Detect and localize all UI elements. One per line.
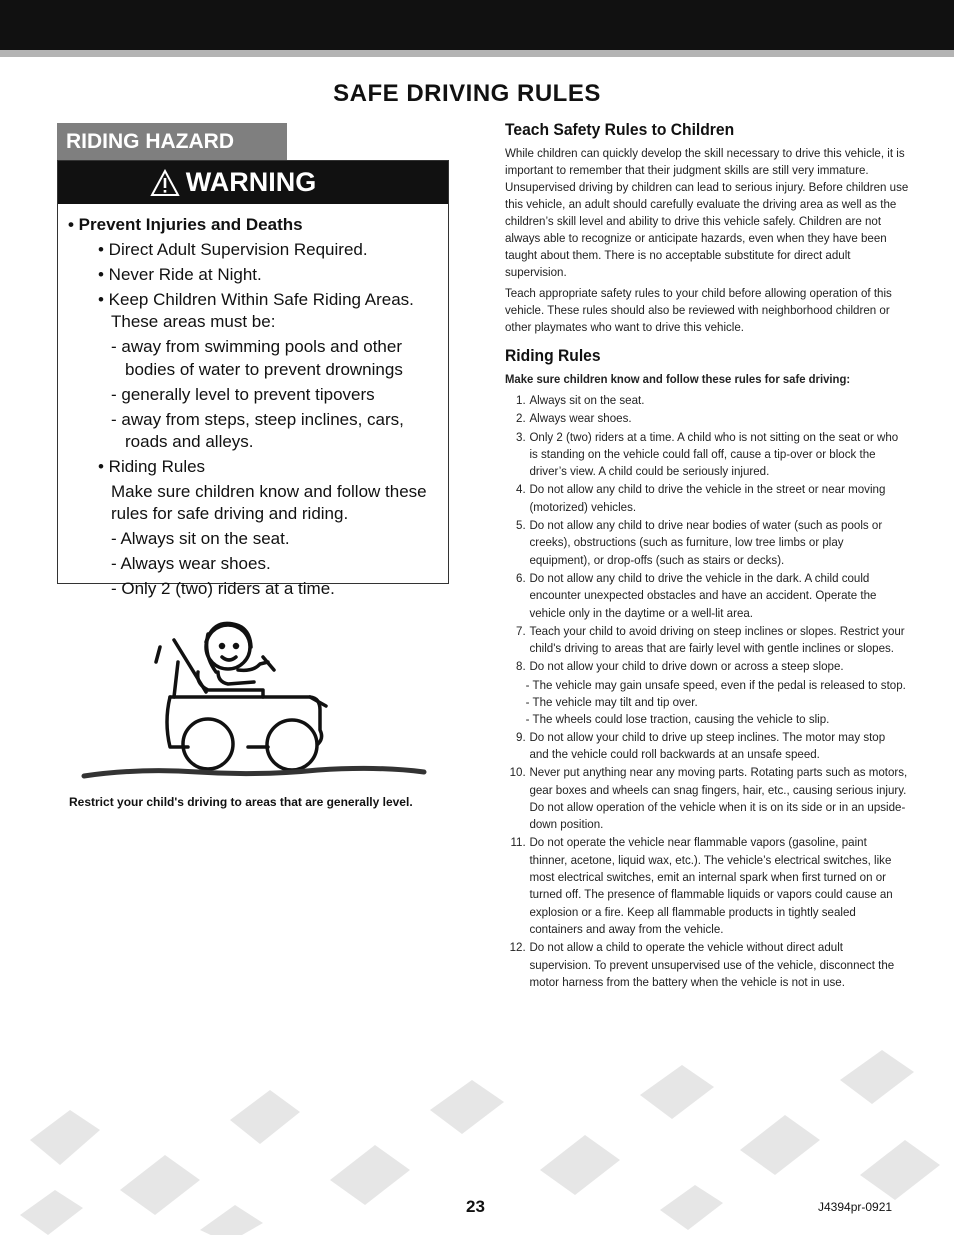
document-code: J4394pr-0921 [818,1200,893,1214]
page-title: SAFE DRIVING RULES [333,80,601,107]
list-item: 11. Do not operate the vehicle near flammable vapors (gasoline, paint thinner, acetone, liquid wax, etc.). The vehicle’s electrical switches, like most electrical switches, emit an internal spark when first turned on or turned off. The presence of flammable liquids or vapors could cause an explosion or a fire. Keep all flammable products in tightly sealed containers and away from the vehicle. [510,835,893,936]
warning-bullet: • Direct Adult Supervision Required. [98,240,368,260]
list-item: 8. Do not allow your child to drive down or across a steep slope. [516,659,844,674]
warning-subtext: These areas must be: [111,312,276,332]
teach-paragraph: While children can quickly develop the skill necessary to drive this vehicle, it is important to remember that their judgment skills are still very immature. Unsupervised driving by children can lead to serious injury. Before children use this vehicle, an adult should carefully evaluate the driving area as well as the children’s skill level and ability to drive this vehicle safely. Children are not always able to recognize or anticipate hazards, even when they have been taught about them. There is no acceptable substitute for direct adult supervision. [505,146,909,279]
warning-area-item: - away from swimming pools and other bodies of water to prevent drownings [111,337,403,379]
warning-bullet: • Never Ride at Night. [98,265,262,285]
sub-item: - The vehicle may gain unsafe speed, even if the pedal is released to stop. [525,677,906,692]
list-item: 7. Teach your child to avoid driving on steep inclines or slopes. Restrict your child's driving to areas that are fairly level with gentle inclines or slopes. [516,623,905,656]
sub-item: - The wheels could lose traction, causing the vehicle to slip. [525,712,830,727]
warning-area-item: - generally level to prevent tipovers [111,384,375,404]
warning-body [58,204,448,601]
list-item: 4. Do not allow any child to drive the vehicle in the street or near moving (motorized) vehicles. [516,482,886,514]
list-item: 3. Only 2 (two) riders at a time. A child who is not sitting on the seat or who is standing on the vehicle could fall off, cause a tip-over or block the driver’s view. A child could be seriously injured. [516,429,899,479]
warning-header [58,161,448,204]
page-number: 23 [466,1197,485,1216]
riding-rules-heading: Riding Rules [505,346,601,365]
riding-rules-list [505,392,910,676]
warning-rule-item: - Always sit on the seat. [111,529,290,549]
list-item: 1. Always sit on the seat. [516,393,645,407]
warning-subtext: Make sure children know and follow these rules for safe driving and riding. [111,482,427,524]
teach-heading: Teach Safety Rules to Children [505,120,735,139]
riding-hazard-tab: RIDING HAZARD [57,123,287,160]
child-driving-illustration [78,612,430,784]
warning-rule-item: - Only 2 (two) riders at a time. [111,579,335,599]
list-item: 12. Do not allow a child to operate the vehicle without direct adult supervision. To prevent unsupervised use of the vehicle, disconnect the motor harness from the battery when the vehicle is not in use. [509,940,895,989]
teach-paragraph: Teach appropriate safety rules to your child before allowing operation of this vehicle. These rules should also be reviewed with neighborhood children or other playmates who want to drive this vehicle. [505,286,892,334]
list-item: 5. Do not allow any child to drive near bodies of water (such as pools or creeks), obstructions (such as furniture, low tree limbs or play equipment), or drop-offs (such as stairs or decks). [516,518,883,567]
sub-item: - The vehicle may tilt and tip over. [525,695,698,710]
riding-rules-list-continued [505,729,910,991]
warning-box [57,160,449,599]
warning-label: WARNING [185,167,317,197]
warning-triangle-icon [150,169,180,197]
list-item: 6. Do not allow any child to drive the vehicle in the dark. A child could encounter unexpected obstacles and have an accident. Operate the vehicle only in the daytime or a well-lit area. [516,570,877,620]
warning-main-line: • Prevent Injuries and Deaths [68,215,303,234]
illustration-caption: Restrict your child's driving to areas that are generally level. [69,795,413,809]
warning-rule-item: - Always wear shoes. [111,554,271,574]
list-item: 10. Never put anything near any moving parts. Rotating parts such as motors, gear boxes and wheels can snag fingers, hair, etc., causing serious injury. Do not allow operation of the vehicle when it is on its side or in an upside-down position. [509,765,908,832]
warning-bullet: • Keep Children Within Safe Riding Areas. [98,290,414,310]
warning-area-item: - away from steps, steep inclines, cars, roads and alleys. [111,409,404,451]
top-banner [0,0,954,50]
riding-rules-lead: Make sure children know and follow these rules for safe driving: [505,372,851,386]
list-item: 9. Do not allow your child to drive up steep inclines. The motor may stop and the vehicle could roll backwards at an unsafe speed. [516,729,886,761]
right-column [505,120,910,992]
rule-8-subitems [505,677,928,729]
warning-bullet: • Riding Rules [98,456,206,476]
list-item: 2. Always wear shoes. [516,411,632,426]
top-banner-stripe [0,50,954,57]
